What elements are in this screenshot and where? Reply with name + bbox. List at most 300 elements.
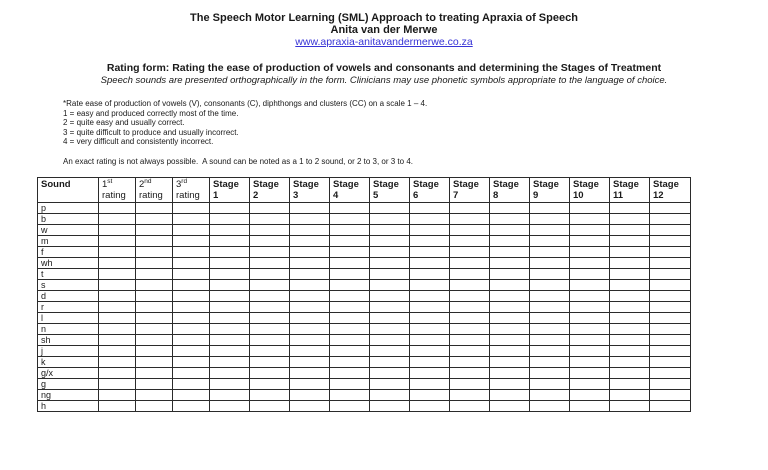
rating-cell [330, 290, 370, 301]
rating-cell [210, 290, 250, 301]
rating-cell [610, 301, 650, 312]
rating-3-label: rating [176, 189, 200, 201]
rating-cell [290, 334, 330, 345]
rating-cell [650, 334, 691, 345]
rating-cell [610, 224, 650, 235]
rating-cell [250, 389, 290, 400]
rating-cell [290, 312, 330, 323]
rating-cell [650, 389, 691, 400]
rating-cell [650, 312, 691, 323]
rating-cell [370, 378, 410, 389]
rating-cell [290, 378, 330, 389]
rating-cell [450, 356, 490, 367]
rating-cell [610, 334, 650, 345]
col-header-sound: Sound [38, 177, 99, 202]
table-row [38, 235, 691, 246]
rating-cell [370, 213, 410, 224]
rating-cell [99, 356, 136, 367]
rating-cell [136, 345, 173, 356]
rating-cell [650, 202, 691, 213]
sound-label: r [38, 301, 99, 312]
rating-cell [99, 400, 136, 411]
stage-11-label: Stage [613, 178, 639, 190]
rating-cell [210, 389, 250, 400]
stage-3-label: Stage [293, 178, 319, 190]
rating-cell [290, 400, 330, 411]
col-header-stage-7 [450, 177, 490, 202]
rating-cell [210, 312, 250, 323]
rating-cell [250, 400, 290, 411]
rating-cell [173, 334, 210, 345]
col-header-stage-9 [530, 177, 570, 202]
stage-6-label: Stage [413, 178, 439, 190]
rating-cell [570, 389, 610, 400]
rating-cell [99, 367, 136, 378]
rating-cell [570, 345, 610, 356]
rating-cell [650, 356, 691, 367]
rating-cell [610, 246, 650, 257]
rating-cell [99, 224, 136, 235]
rating-cell [290, 323, 330, 334]
rating-cell [410, 257, 450, 268]
rating-cell [610, 213, 650, 224]
rating-cell [530, 224, 570, 235]
rating-cell [610, 312, 650, 323]
rating-cell [490, 323, 530, 334]
rating-cell [650, 246, 691, 257]
stage-5-num: 5 [373, 189, 379, 201]
rating-cell [136, 389, 173, 400]
rating-cell [330, 334, 370, 345]
rating-cell [570, 367, 610, 378]
sound-label: l [38, 312, 99, 323]
rating-cell [370, 312, 410, 323]
rating-cell [210, 301, 250, 312]
rating-cell [330, 312, 370, 323]
col-header-stage-1 [210, 177, 250, 202]
rating-cell [610, 290, 650, 301]
rating-cell [570, 235, 610, 246]
rating-cell [410, 356, 450, 367]
stage-3-num: 3 [293, 189, 299, 201]
rating-cell [650, 400, 691, 411]
scale-item-3: 3 = quite difficult to produce and usually incorrect. [63, 127, 239, 137]
rating-cell [210, 257, 250, 268]
rating-cell [530, 257, 570, 268]
rating-cell [290, 257, 330, 268]
rating-cell [650, 367, 691, 378]
rating-cell [330, 389, 370, 400]
rating-cell [650, 301, 691, 312]
rating-cell [173, 235, 210, 246]
rating-cell [330, 257, 370, 268]
rating-cell [650, 213, 691, 224]
website-link[interactable]: www.apraxia-anitavandermerwe.co.za [295, 36, 473, 48]
rating-cell [610, 378, 650, 389]
col-header-rating-2 [136, 177, 173, 202]
rating-cell [410, 213, 450, 224]
rating-cell [136, 301, 173, 312]
rating-cell [490, 400, 530, 411]
rating-cell [290, 246, 330, 257]
rating-cell [210, 323, 250, 334]
table-header [38, 177, 691, 202]
rating-cell [290, 290, 330, 301]
stage-6-num: 6 [413, 189, 419, 201]
sound-label: w [38, 224, 99, 235]
rating-cell [650, 323, 691, 334]
rating-cell [330, 202, 370, 213]
rating-cell [410, 290, 450, 301]
rating-cell [610, 202, 650, 213]
rating-cell [210, 400, 250, 411]
rating-cell [290, 268, 330, 279]
rating-cell [370, 334, 410, 345]
rating-cell [99, 257, 136, 268]
rating-cell [570, 290, 610, 301]
stage-10-label: Stage [573, 178, 599, 190]
rating-cell [99, 235, 136, 246]
rating-cell [330, 268, 370, 279]
rating-cell [410, 279, 450, 290]
rating-cell [490, 389, 530, 400]
rating-cell [370, 323, 410, 334]
col-header-stage-12 [650, 177, 691, 202]
rating-cell [99, 290, 136, 301]
rating-cell [410, 367, 450, 378]
rating-cell [610, 400, 650, 411]
sound-label: sh [38, 334, 99, 345]
rating-cell [136, 246, 173, 257]
table-row [38, 202, 691, 213]
rating-cell [490, 279, 530, 290]
stage-8-label: Stage [493, 178, 519, 190]
rating-cell [490, 334, 530, 345]
rating-cell [173, 378, 210, 389]
table-row [38, 378, 691, 389]
rating-cell [530, 246, 570, 257]
rating-cell [173, 301, 210, 312]
col-header-stage-2 [250, 177, 290, 202]
rating-cell [490, 224, 530, 235]
rating-cell [650, 235, 691, 246]
document-author: Anita van der Merwe [330, 24, 438, 36]
rating-cell [136, 202, 173, 213]
rating-cell [570, 323, 610, 334]
rating-cell [99, 378, 136, 389]
rating-cell [490, 246, 530, 257]
rating-cell [450, 378, 490, 389]
stage-12-num: 12 [653, 189, 664, 201]
rating-cell [570, 312, 610, 323]
rating-cell [250, 356, 290, 367]
rating-cell [173, 290, 210, 301]
rating-cell [370, 257, 410, 268]
scale-item-4: 4 = very difficult and consistently incorrect. [63, 137, 214, 147]
rating-2-num: 2 [139, 178, 145, 190]
sound-label: ng [38, 389, 99, 400]
rating-cell [490, 213, 530, 224]
rating-table [37, 177, 691, 412]
rating-cell [410, 334, 450, 345]
rating-cell [570, 334, 610, 345]
rating-cell [410, 378, 450, 389]
rating-cell [250, 345, 290, 356]
rating-cell [370, 400, 410, 411]
sound-label: s [38, 279, 99, 290]
rating-cell [450, 202, 490, 213]
rating-cell [530, 279, 570, 290]
rating-cell [370, 279, 410, 290]
rating-cell [610, 279, 650, 290]
form-subheading: Speech sounds are presented orthographically in the form. Clinicians may use phonetic symbols appropriate to the language of choice. [100, 75, 668, 86]
col-header-rating-1 [99, 177, 136, 202]
rating-cell [530, 378, 570, 389]
rating-1-sup: st [107, 177, 113, 185]
rating-cell [370, 235, 410, 246]
stage-1-label: Stage [213, 178, 239, 190]
rating-cell [290, 213, 330, 224]
stage-4-num: 4 [333, 189, 339, 201]
rating-cell [250, 213, 290, 224]
table-row [38, 257, 691, 268]
rating-cell [530, 356, 570, 367]
table-row [38, 213, 691, 224]
rating-cell [610, 257, 650, 268]
rating-cell [450, 268, 490, 279]
rating-cell [136, 356, 173, 367]
rating-cell [250, 235, 290, 246]
rating-cell [570, 257, 610, 268]
sound-label: j [38, 345, 99, 356]
scale-item-2: 2 = quite easy and usually correct. [63, 118, 185, 128]
table-row [38, 367, 691, 378]
sound-label: g/x [38, 367, 99, 378]
rating-cell [136, 224, 173, 235]
rating-cell [650, 378, 691, 389]
table-row [38, 224, 691, 235]
rating-cell [99, 334, 136, 345]
sound-label: f [38, 246, 99, 257]
col-header-stage-4 [330, 177, 370, 202]
rating-cell [136, 279, 173, 290]
rating-cell [173, 202, 210, 213]
rating-cell [450, 345, 490, 356]
rating-cell [650, 224, 691, 235]
rating-cell [450, 334, 490, 345]
rating-cell [99, 279, 136, 290]
rating-instructions [63, 99, 768, 167]
rating-cell [490, 301, 530, 312]
table-row [38, 356, 691, 367]
rating-1-num: 1 [102, 178, 108, 190]
header-row [38, 177, 691, 202]
rating-cell [250, 301, 290, 312]
col-header-stage-6 [410, 177, 450, 202]
rating-cell [330, 356, 370, 367]
stage-7-num: 7 [453, 189, 459, 201]
rating-cell [410, 235, 450, 246]
rating-cell [570, 378, 610, 389]
rating-cell [610, 345, 650, 356]
table-row [38, 301, 691, 312]
rating-cell [650, 279, 691, 290]
stage-2-label: Stage [253, 178, 279, 190]
rating-cell [570, 202, 610, 213]
table-row [38, 323, 691, 334]
rating-cell [610, 235, 650, 246]
rating-cell [250, 246, 290, 257]
rating-cell [210, 213, 250, 224]
rating-cell [610, 367, 650, 378]
rating-cell [570, 268, 610, 279]
rating-cell [173, 345, 210, 356]
rating-cell [410, 312, 450, 323]
rating-cell [330, 367, 370, 378]
table-row [38, 400, 691, 411]
rating-cell [570, 224, 610, 235]
rating-cell [173, 356, 210, 367]
scale-item-1: 1 = easy and produced correctly most of the time. [63, 108, 239, 118]
rating-cell [210, 334, 250, 345]
rating-cell [250, 257, 290, 268]
rating-cell [570, 213, 610, 224]
rating-cell [99, 301, 136, 312]
rating-cell [610, 268, 650, 279]
rating-cell [410, 400, 450, 411]
stage-9-label: Stage [533, 178, 559, 190]
rating-cell [290, 389, 330, 400]
table-body [38, 202, 691, 411]
rating-cell [250, 279, 290, 290]
rating-cell [210, 202, 250, 213]
rating-cell [330, 301, 370, 312]
rating-cell [250, 224, 290, 235]
rating-cell [250, 378, 290, 389]
rating-cell [530, 334, 570, 345]
rating-cell [490, 356, 530, 367]
rating-cell [290, 356, 330, 367]
rating-cell [370, 268, 410, 279]
rating-cell [650, 345, 691, 356]
rating-cell [410, 268, 450, 279]
rating-cell [173, 213, 210, 224]
scale-note: *Rate ease of production of vowels (V), consonants (C), diphthongs and clusters (CC) on a scale 1 – 4. [63, 99, 428, 108]
rating-cell [210, 246, 250, 257]
rating-cell [610, 389, 650, 400]
document-title: The Speech Motor Learning (SML) Approach to treating Apraxia of Speech [190, 12, 578, 24]
rating-cell [570, 246, 610, 257]
rating-cell [290, 202, 330, 213]
rating-cell [450, 246, 490, 257]
rating-cell [370, 246, 410, 257]
rating-cell [450, 312, 490, 323]
col-header-stage-10 [570, 177, 610, 202]
rating-cell [450, 257, 490, 268]
form-heading: Rating form: Rating the ease of production of vowels and consonants and determining the Stages of Treatment [106, 62, 662, 74]
rating-cell [99, 213, 136, 224]
rating-cell [450, 279, 490, 290]
rating-cell [530, 323, 570, 334]
rating-cell [370, 202, 410, 213]
rating-cell [210, 367, 250, 378]
rating-cell [490, 312, 530, 323]
rating-cell [490, 268, 530, 279]
rating-cell [530, 400, 570, 411]
rating-cell [410, 389, 450, 400]
rating-cell [173, 367, 210, 378]
rating-cell [99, 323, 136, 334]
rating-cell [173, 224, 210, 235]
col-header-stage-5 [370, 177, 410, 202]
rating-cell [173, 400, 210, 411]
rating-cell [450, 213, 490, 224]
rating-cell [250, 334, 290, 345]
rating-cell [570, 400, 610, 411]
stage-1-num: 1 [213, 189, 219, 201]
rating-1-label: rating [102, 189, 126, 201]
rating-cell [330, 224, 370, 235]
rating-cell [210, 345, 250, 356]
rating-cell [330, 213, 370, 224]
rating-cell [250, 323, 290, 334]
rating-cell [450, 400, 490, 411]
rating-cell [410, 301, 450, 312]
rating-cell [570, 356, 610, 367]
stage-9-num: 9 [533, 189, 539, 201]
table-row [38, 312, 691, 323]
rating-cell [450, 367, 490, 378]
rating-cell [136, 367, 173, 378]
rating-cell [136, 400, 173, 411]
rating-cell [570, 301, 610, 312]
rating-cell [173, 257, 210, 268]
rating-cell [570, 279, 610, 290]
rating-cell [99, 312, 136, 323]
rating-cell [490, 202, 530, 213]
rating-cell [530, 345, 570, 356]
stage-2-num: 2 [253, 189, 259, 201]
table-row [38, 290, 691, 301]
sound-label: k [38, 356, 99, 367]
rating-cell [136, 268, 173, 279]
rating-cell [370, 224, 410, 235]
col-header-rating-3 [173, 177, 210, 202]
rating-cell [250, 268, 290, 279]
rating-cell [210, 235, 250, 246]
rating-cell [99, 345, 136, 356]
rating-cell [136, 378, 173, 389]
rating-cell [490, 367, 530, 378]
rating-cell [330, 400, 370, 411]
rating-cell [450, 224, 490, 235]
rating-cell [290, 301, 330, 312]
rating-cell [370, 389, 410, 400]
rating-cell [410, 224, 450, 235]
col-header-stage-8 [490, 177, 530, 202]
rating-cell [136, 334, 173, 345]
rating-cell [136, 290, 173, 301]
rating-cell [210, 279, 250, 290]
rating-cell [210, 224, 250, 235]
stage-12-label: Stage [653, 178, 679, 190]
rating-cell [530, 367, 570, 378]
rating-cell [99, 268, 136, 279]
rating-cell [173, 312, 210, 323]
rating-cell [99, 246, 136, 257]
rating-cell [250, 290, 290, 301]
rating-cell [370, 345, 410, 356]
